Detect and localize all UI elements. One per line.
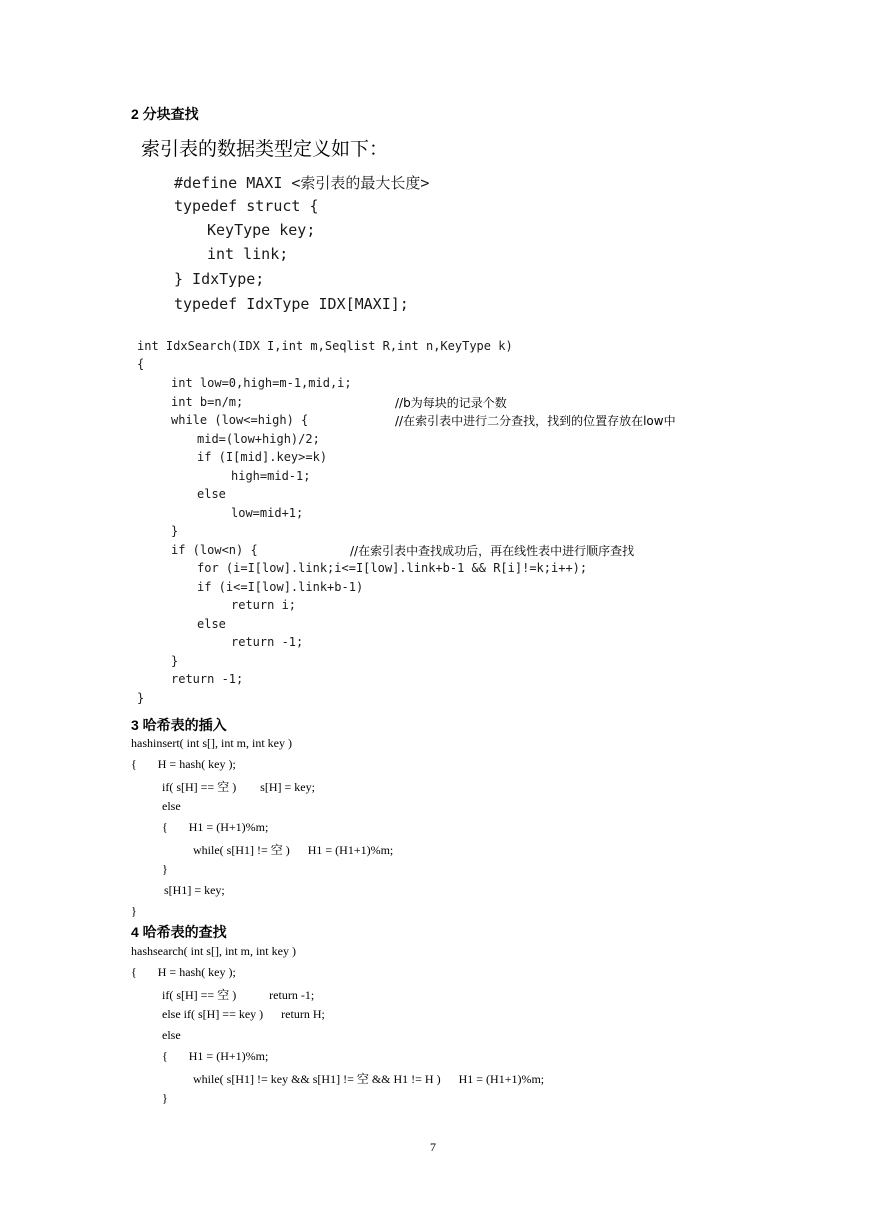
code-line: { H = hash( key ); <box>131 965 236 979</box>
code-comment: //在索引表中查找成功后，再在线性表中进行顺序查找 <box>350 544 635 558</box>
code-line: if (I[mid].key>=k) <box>197 450 328 464</box>
code-line: else <box>162 1028 181 1042</box>
code-line: int link; <box>207 245 289 263</box>
code-line: } <box>171 524 179 538</box>
code-line: return -1; <box>171 672 244 686</box>
code-line: typedef struct { <box>174 197 319 215</box>
code-line: if (low<n) { <box>171 543 258 557</box>
section-heading-hash-search: 4 哈希表的查找 <box>131 924 227 940</box>
code-line: { H1 = (H+1)%m; <box>162 1049 269 1063</box>
code-line: return -1; <box>231 635 304 649</box>
code-line: } <box>171 654 179 668</box>
code-line: } <box>137 691 145 705</box>
code-line: } <box>162 1091 168 1105</box>
code-line: else <box>197 487 226 501</box>
code-line: #define MAXI <索引表的最大长度> <box>174 174 430 192</box>
code-line: { H = hash( key ); <box>131 757 236 771</box>
code-line: KeyType key; <box>207 221 316 239</box>
section-heading-hash-insert: 3 哈希表的插入 <box>131 717 227 733</box>
code-line: } <box>131 904 137 918</box>
code-comment: //b为每块的记录个数 <box>395 396 507 410</box>
code-line: while( s[H1] != 空 ) H1 = (H1+1)%m; <box>193 843 394 857</box>
code-line: { <box>137 357 145 371</box>
code-line: typedef IdxType IDX[MAXI]; <box>174 295 409 313</box>
code-comment: //在索引表中进行二分查找，找到的位置存放在low中 <box>395 414 676 428</box>
code-line: else <box>197 617 226 631</box>
code-line: return i; <box>231 598 297 612</box>
code-line: hashinsert( int s[], int m, int key ) <box>131 736 292 750</box>
code-line: for (i=I[low].link;i<=I[low].link+b-1 && R[i]!=k;i++); <box>197 561 588 575</box>
code-line: low=mid+1; <box>231 506 304 520</box>
code-line: } IdxType; <box>174 270 265 288</box>
code-line: if (i<=I[low].link+b-1) <box>197 580 364 594</box>
code-line: else <box>162 799 181 813</box>
code-line: int IdxSearch(IDX I,int m,Seqlist R,int n,KeyType k) <box>137 339 513 353</box>
code-line: if( s[H] == 空 ) return -1; <box>162 988 315 1002</box>
section-heading-block-search: 2 分块查找 <box>131 106 199 122</box>
code-line: else if( s[H] == key ) return H; <box>162 1007 325 1021</box>
code-line: s[H1] = key; <box>164 883 225 897</box>
idx-definition-intro: 索引表的数据类型定义如下： <box>141 138 389 160</box>
code-line: int b=n/m; <box>171 395 244 409</box>
code-line: int low=0,high=m-1,mid,i; <box>171 376 352 390</box>
code-line: mid=(low+high)/2; <box>197 432 320 446</box>
code-line: { H1 = (H+1)%m; <box>162 820 269 834</box>
code-line: while( s[H1] != key && s[H1] != 空 && H1 != H ) H1 = (H1+1)%m; <box>193 1072 545 1086</box>
code-line: if( s[H] == 空 ) s[H] = key; <box>162 780 315 794</box>
code-line: while (low<=high) { <box>171 413 309 427</box>
code-line: high=mid-1; <box>231 469 311 483</box>
code-line: hashsearch( int s[], int m, int key ) <box>131 944 296 958</box>
page-number: 7 <box>430 1140 436 1154</box>
code-line: } <box>162 862 168 876</box>
